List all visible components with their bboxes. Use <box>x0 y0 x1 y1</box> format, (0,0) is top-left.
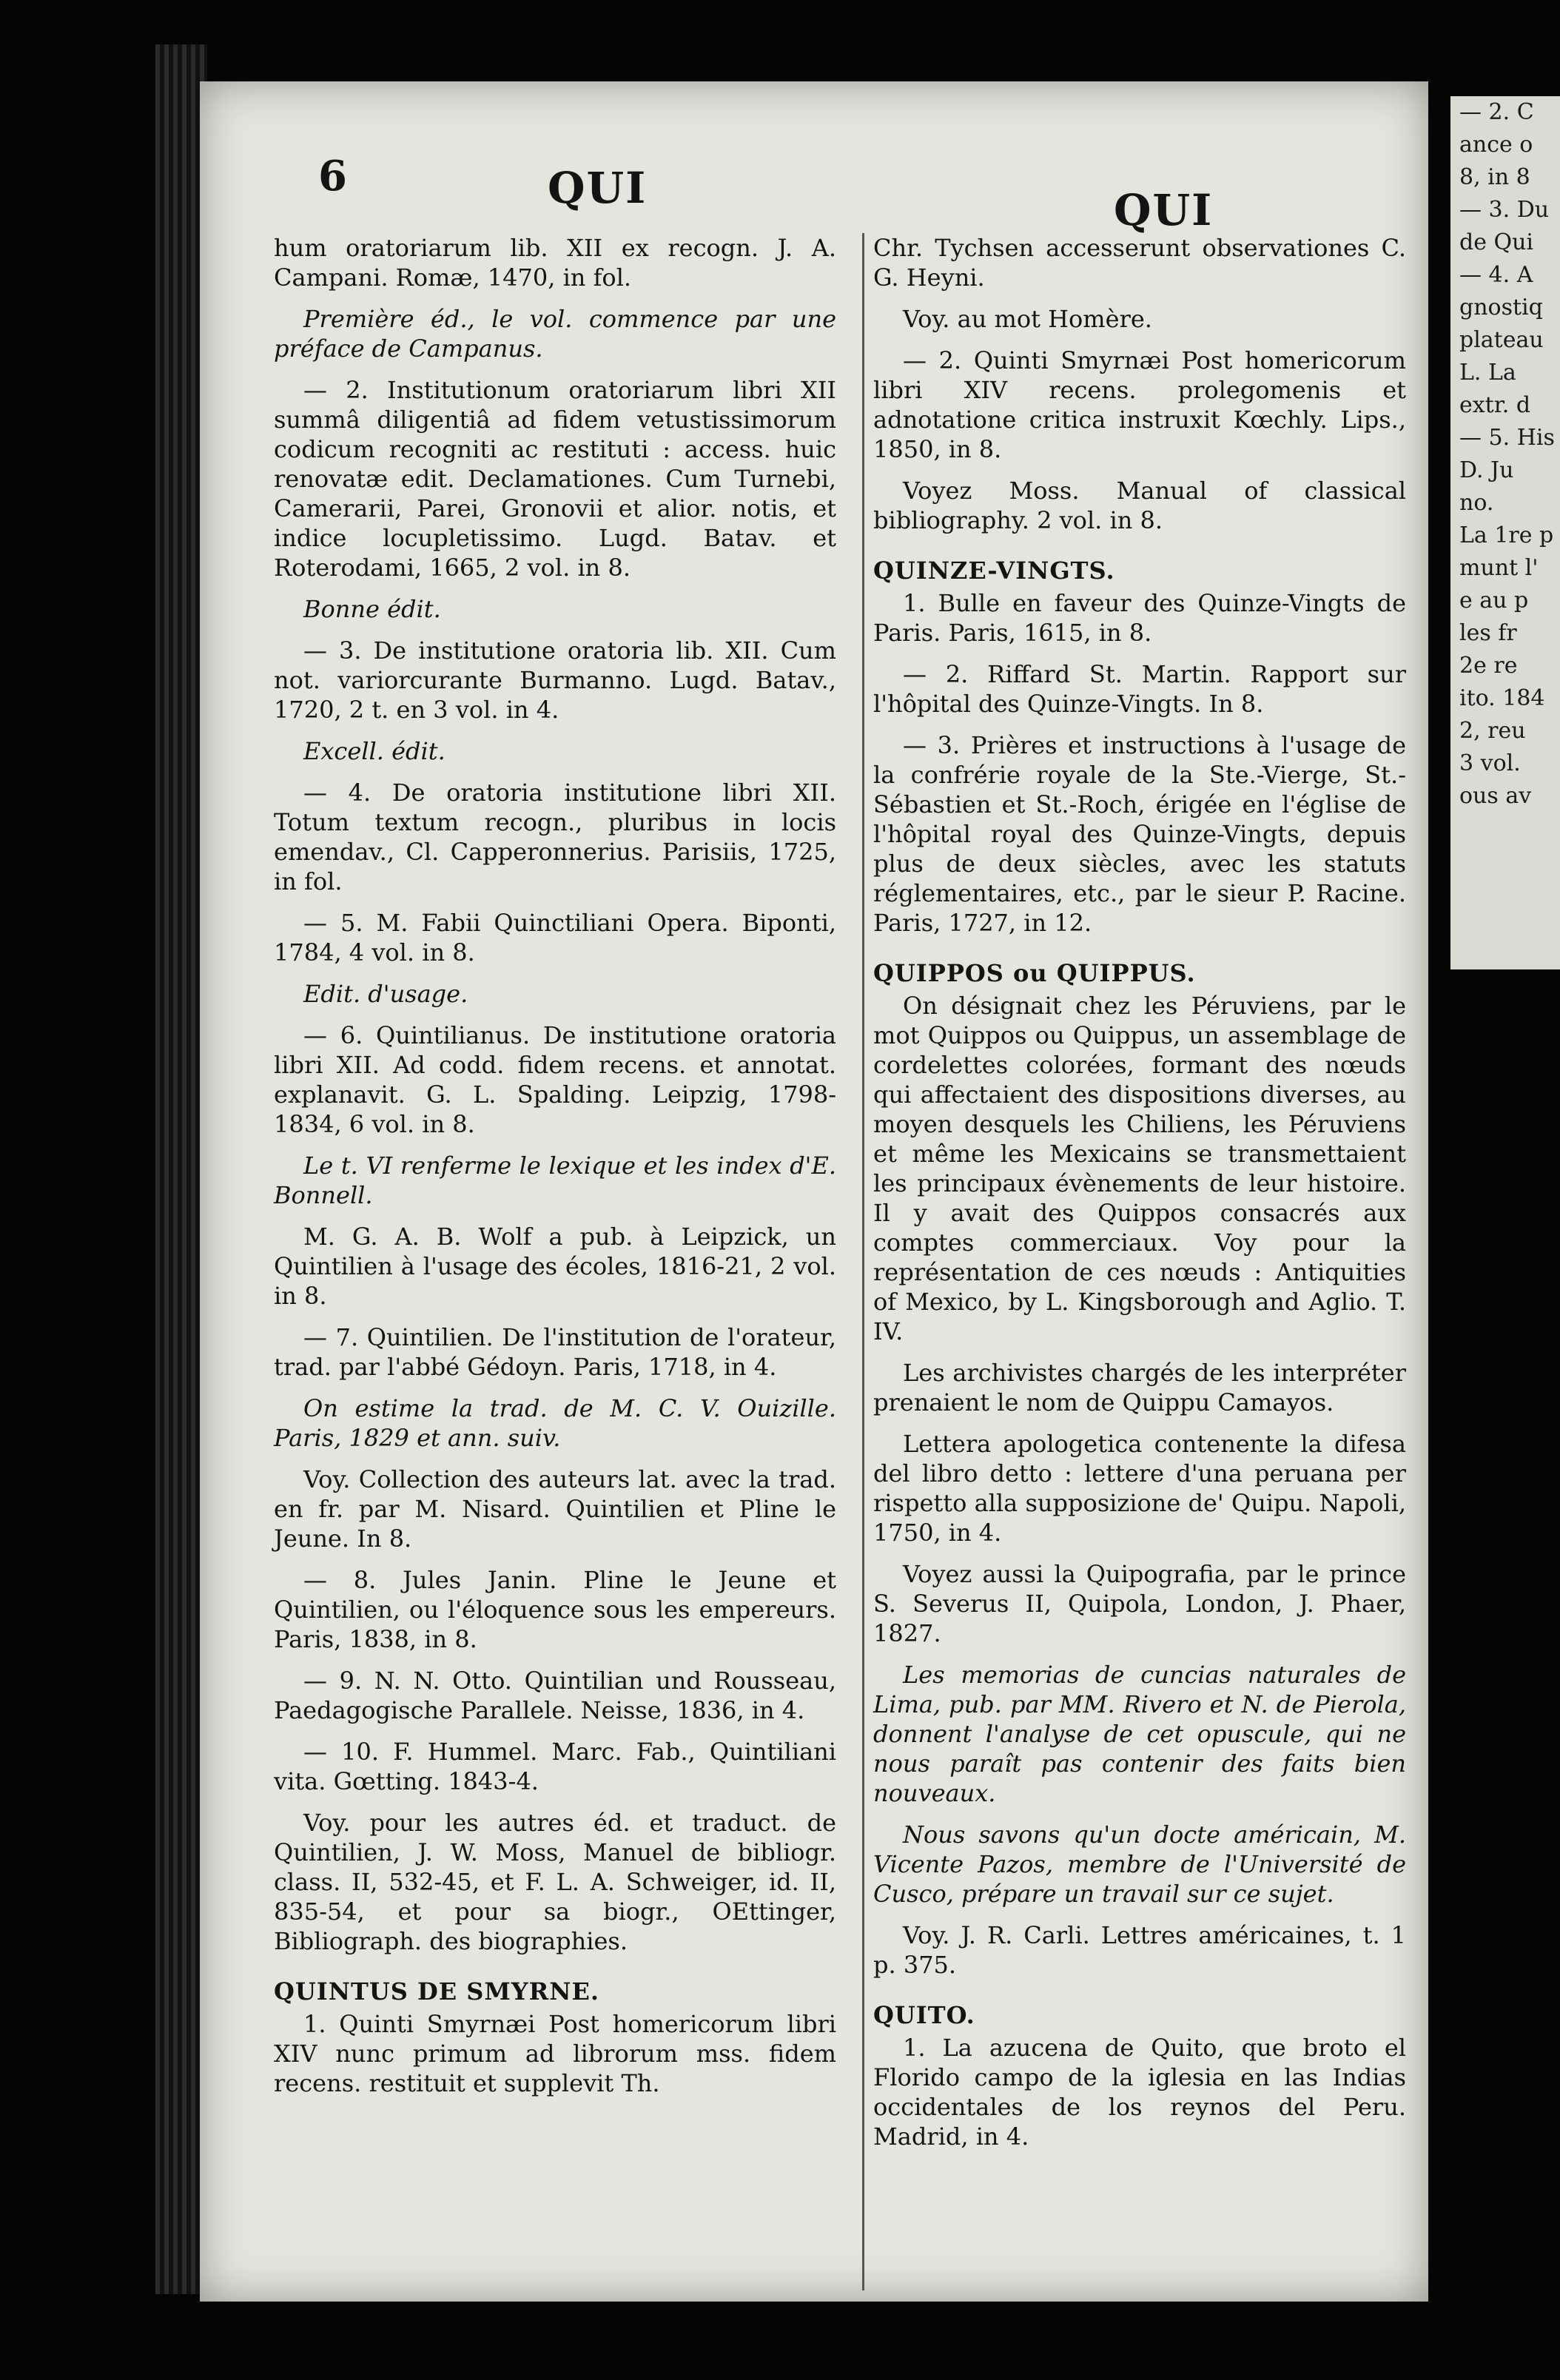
bibliography-entry: — 2. Institutionum oratoriarum libri XII summâ diligentiâ ad fidem vetustissimorum codicum recogniti ac restituti : access. huic renovatæ edit. Declamationes. Cum Turnebi, Camerarii, Parei, Gronovii et alior. notis, et indice locupletissimo. Lugd. Batav. et Roterodami, 1665, 2 vol. in 8. <box>274 376 836 582</box>
adjacent-page-line: — 3. Du <box>1459 197 1550 223</box>
bibliography-entry: Première éd., le vol. commence par une préface de Campanus. <box>274 305 836 363</box>
adjacent-page-line: — 2. C <box>1459 99 1534 125</box>
adjacent-page-line: e au p <box>1459 588 1529 614</box>
bibliography-entry: Les memorias de cuncias naturales de Lima, pub. par MM. Rivero et N. de Pierola, donnent l'analyse de cet opuscule, qui ne nous paraît pas contenir des faits bien nouveaux. <box>873 1661 1406 1807</box>
bibliography-entry: Voy. pour les autres éd. et traduct. de Quintilien, J. W. Moss, Manuel de bibliogr. class. II, 532-45, et F. L. A. Schweiger, id. II, 835-54, et pour sa biogr., OEttinger, Bibliograph. des biographies. <box>274 1809 836 1955</box>
bibliography-entry: — 5. M. Fabii Quinctiliani Opera. Biponti, 1784, 4 vol. in 8. <box>274 909 836 967</box>
section-heading: QUIPPOS ou QUIPPUS. <box>873 959 1196 987</box>
bibliography-entry: Bonne édit. <box>303 595 441 623</box>
bibliography-entry: On désignait chez les Péruviens, par le mot Quippos ou Quippus, un assemblage de cordelettes colorées, formant des nœuds qui affectaient des dispositions diverses, au moyen desquels les Chiliens, les Péruviens et même les Mexicains se transmettaient les principaux évènements de leur histoire. Il y avait des Quippos consacrés aux comptes commerciaux. Voy pour la représentation de ces nœuds : Antiquities of Mexico, by L. Kingsborough and Aglio. T. IV. <box>873 992 1406 1345</box>
section-heading: QUINTUS DE SMYRNE. <box>274 1977 599 2006</box>
adjacent-page-line: — 4. A <box>1459 262 1533 288</box>
bibliography-entry: Voyez Moss. Manual of classical bibliography. 2 vol. in 8. <box>873 477 1406 534</box>
bibliography-entry: 1. Quinti Smyrnæi Post homericorum libri XIV nunc primum ad librorum mss. fidem recens. restituit et supplevit Th. <box>274 2010 836 2097</box>
bibliography-entry: On estime la trad. de M. C. V. Ouizille. Paris, 1829 et ann. suiv. <box>274 1394 836 1452</box>
adjacent-page-line: no. <box>1459 490 1494 516</box>
bibliography-entry: Voy. Collection des auteurs lat. avec la trad. en fr. par M. Nisard. Quintilien et Pline le Jeune. In 8. <box>274 1465 836 1553</box>
adjacent-page-line: 8, in 8 <box>1459 164 1530 190</box>
running-header-left: QUI <box>548 163 648 213</box>
bibliography-entry: Excell. édit. <box>303 737 446 765</box>
bibliography-entry: — 3. Prières et instructions à l'usage de la confrérie royale de la Ste.-Vierge, St.-Sébastien et St.-Roch, érigée en l'église de l'hôpital royal des Quinze-Vingts, depuis plus de deux siècles, avec les statuts réglementaires, etc., par le sieur P. Racine. Paris, 1727, in 12. <box>873 731 1406 937</box>
adjacent-page-line: 2, reu <box>1459 718 1526 744</box>
adjacent-page-line: L. La <box>1459 360 1516 386</box>
bibliography-entry: Voy. au mot Homère. <box>903 305 1152 333</box>
bibliography-entry: — 2. Riffard St. Martin. Rapport sur l'hôpital des Quinze-Vingts. In 8. <box>873 660 1406 718</box>
adjacent-page <box>1450 96 1560 969</box>
adjacent-page-line: les fr <box>1459 620 1517 646</box>
adjacent-page-line: de Qui <box>1459 229 1534 255</box>
column-divider <box>862 233 864 2290</box>
adjacent-page-line: munt l' <box>1459 555 1539 581</box>
bibliography-entry: — 7. Quintilien. De l'institution de l'orateur, trad. par l'abbé Gédoyn. Paris, 1718, in 4. <box>274 1323 836 1381</box>
running-header-right: QUI <box>1114 185 1214 235</box>
bibliography-entry: — 6. Quintilianus. De institutione oratoria libri XII. Ad codd. fidem recens. et annotat. explanavit. G. L. Spalding. Leipzig, 1798-1834, 6 vol. in 8. <box>274 1021 836 1138</box>
bibliography-entry: Chr. Tychsen accesserunt observationes C. G. Heyni. <box>873 234 1406 292</box>
bibliography-entry: 1. La azucena de Quito, que broto el Florido campo de la iglesia en las Indias occidentales de los reynos del Peru. Madrid, in 4. <box>873 2034 1406 2151</box>
adjacent-page-line: plateau <box>1459 327 1544 353</box>
bibliography-entry: — 2. Quinti Smyrnæi Post homericorum libri XIV recens. prolegomenis et adnotatione critica instruxit Kœchly. Lips., 1850, in 8. <box>873 346 1406 463</box>
book-page <box>200 81 1428 2302</box>
adjacent-page-line: 2e re <box>1459 653 1518 679</box>
bibliography-entry: — 10. F. Hummel. Marc. Fab., Quintiliani vita. Gœtting. 1843-4. <box>274 1738 836 1795</box>
adjacent-page-line: — 5. His <box>1459 425 1555 451</box>
left-column <box>274 233 836 2110</box>
bibliography-entry: Le t. VI renferme le lexique et les index d'E. Bonnell. <box>274 1152 836 1209</box>
section-heading: QUITO. <box>873 2001 975 2029</box>
adjacent-page-line: extr. d <box>1459 392 1531 418</box>
adjacent-page-line: ance o <box>1459 132 1533 158</box>
page-number: 6 <box>318 152 347 201</box>
section-heading: QUINZE-VINGTS. <box>873 557 1115 585</box>
bibliography-entry: M. G. A. B. Wolf a pub. à Leipzick, un Quintilien à l'usage des écoles, 1816-21, 2 vol. in 8. <box>274 1223 836 1310</box>
bibliography-entry: Edit. d'usage. <box>303 980 468 1008</box>
bibliography-entry: Nous savons qu'un docte américain, M. Vicente Pazos, membre de l'Université de Cusco, prépare un travail sur ce sujet. <box>873 1821 1406 1908</box>
adjacent-page-line: La 1re p <box>1459 522 1554 548</box>
bibliography-entry: hum oratoriarum lib. XII ex recogn. J. A. Campani. Romæ, 1470, in fol. <box>274 234 836 292</box>
right-column <box>873 233 1406 2163</box>
bibliography-entry: Voyez aussi la Quipografia, par le prince S. Severus II, Quipola, London, J. Phaer, 1827. <box>873 1560 1406 1647</box>
bibliography-entry: — 9. N. N. Otto. Quintilian und Rousseau, Paedagogische Parallele. Neisse, 1836, in 4. <box>274 1667 836 1724</box>
bibliography-entry: Voy. J. R. Carli. Lettres américaines, t. 1 p. 375. <box>873 1921 1406 1979</box>
bibliography-entry: Les archivistes chargés de les interpréter prenaient le nom de Quippu Camayos. <box>873 1359 1406 1416</box>
adjacent-page-line: ito. 184 <box>1459 685 1545 711</box>
bibliography-entry: 1. Bulle en faveur des Quinze-Vingts de Paris. Paris, 1615, in 8. <box>873 589 1406 647</box>
bibliography-entry: — 8. Jules Janin. Pline le Jeune et Quintilien, ou l'éloquence sous les empereurs. Paris, 1838, in 8. <box>274 1566 836 1653</box>
bibliography-entry: — 3. De institutione oratoria lib. XII. Cum not. variorcurante Burmanno. Lugd. Batav., 1720, 2 t. en 3 vol. in 4. <box>274 636 836 724</box>
adjacent-page-line: gnostiq <box>1459 295 1543 320</box>
bibliography-entry: — 4. De oratoria institutione libri XII. Totum textum recogn., pluribus in locis emendav., Cl. Capperonnerius. Parisiis, 1725, in fol. <box>274 779 836 895</box>
adjacent-page-line: 3 vol. <box>1459 750 1521 776</box>
adjacent-page-line: D. Ju <box>1459 457 1514 483</box>
bibliography-entry: Lettera apologetica contenente la difesa del libro detto : lettere d'una peruana per rispetto alla supposizione de' Quipu. Napoli, 1750, in 4. <box>873 1430 1406 1547</box>
adjacent-page-line: ous av <box>1459 783 1532 809</box>
